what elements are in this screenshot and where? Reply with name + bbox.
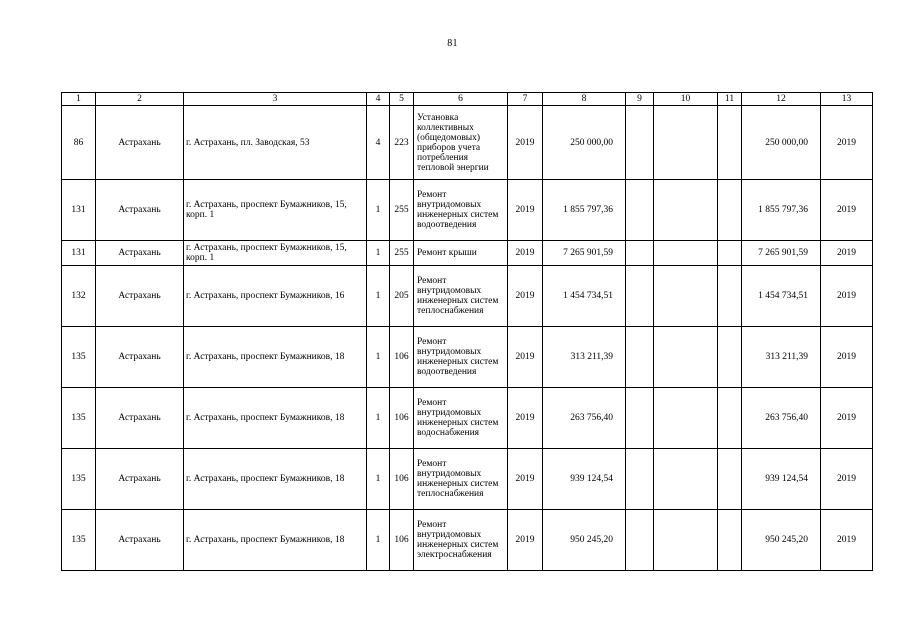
cell-year: 2019 xyxy=(508,327,543,388)
cell-col9 xyxy=(626,241,654,266)
table-row xyxy=(62,388,873,449)
cell-number: 132 xyxy=(62,266,96,327)
cell-col5: 106 xyxy=(390,327,414,388)
cell-year-end: 2019 xyxy=(821,510,873,571)
cell-amount: 1 454 734,51 xyxy=(543,266,626,327)
cell-amount: 313 211,39 xyxy=(543,327,626,388)
cell-city: Астрахань xyxy=(96,180,184,241)
cell-col9 xyxy=(626,180,654,241)
column-header: 6 xyxy=(414,93,508,106)
register-table xyxy=(61,92,873,571)
cell-address: г. Астрахань, проспект Бумажников, 15, корп. 1 xyxy=(184,241,367,266)
cell-year: 2019 xyxy=(508,449,543,510)
cell-col4: 1 xyxy=(367,449,390,510)
cell-year: 2019 xyxy=(508,510,543,571)
cell-number: 135 xyxy=(62,327,96,388)
cell-address: г. Астрахань, проспект Бумажников, 16 xyxy=(184,266,367,327)
column-header: 13 xyxy=(821,93,873,106)
cell-year-end: 2019 xyxy=(821,388,873,449)
cell-col9 xyxy=(626,266,654,327)
cell-number: 135 xyxy=(62,449,96,510)
cell-address: г. Астрахань, проспект Бумажников, 18 xyxy=(184,388,367,449)
cell-work-type: Ремонт внутридомовых инженерных систем теплоснабжения xyxy=(414,266,508,327)
cell-col4: 4 xyxy=(367,106,390,180)
cell-number: 135 xyxy=(62,388,96,449)
cell-amount: 263 756,40 xyxy=(543,388,626,449)
cell-col10 xyxy=(654,106,718,180)
cell-number: 135 xyxy=(62,510,96,571)
cell-work-type: Установка коллективных (общедомовых) приборов учета потребления тепловой энергии xyxy=(414,106,508,180)
cell-col4: 1 xyxy=(367,266,390,327)
cell-col10 xyxy=(654,388,718,449)
column-header: 10 xyxy=(654,93,718,106)
cell-amount-total: 950 245,20 xyxy=(742,510,821,571)
cell-number: 131 xyxy=(62,241,96,266)
column-header: 3 xyxy=(184,93,367,106)
cell-city: Астрахань xyxy=(96,510,184,571)
column-header: 9 xyxy=(626,93,654,106)
cell-amount: 1 855 797,36 xyxy=(543,180,626,241)
table-row xyxy=(62,180,873,241)
cell-city: Астрахань xyxy=(96,266,184,327)
cell-address: г. Астрахань, проспект Бумажников, 18 xyxy=(184,449,367,510)
cell-year-end: 2019 xyxy=(821,180,873,241)
column-header: 7 xyxy=(508,93,543,106)
cell-address: г. Астрахань, проспект Бумажников, 18 xyxy=(184,327,367,388)
cell-col5: 255 xyxy=(390,180,414,241)
column-header: 2 xyxy=(96,93,184,106)
cell-amount-total: 1 454 734,51 xyxy=(742,266,821,327)
cell-col10 xyxy=(654,510,718,571)
header-row xyxy=(62,93,873,106)
column-header: 1 xyxy=(62,93,96,106)
cell-city: Астрахань xyxy=(96,388,184,449)
column-header: 11 xyxy=(718,93,742,106)
table-row xyxy=(62,106,873,180)
table-row xyxy=(62,510,873,571)
cell-col5: 223 xyxy=(390,106,414,180)
column-header: 8 xyxy=(543,93,626,106)
cell-amount-total: 250 000,00 xyxy=(742,106,821,180)
cell-year-end: 2019 xyxy=(821,106,873,180)
cell-col11 xyxy=(718,510,742,571)
cell-col10 xyxy=(654,327,718,388)
cell-amount-total: 313 211,39 xyxy=(742,327,821,388)
cell-city: Астрахань xyxy=(96,106,184,180)
cell-amount: 7 265 901,59 xyxy=(543,241,626,266)
cell-col10 xyxy=(654,266,718,327)
cell-col9 xyxy=(626,388,654,449)
cell-address: г. Астрахань, проспект Бумажников, 18 xyxy=(184,510,367,571)
cell-col9 xyxy=(626,510,654,571)
page-number: 81 xyxy=(447,38,458,49)
cell-year-end: 2019 xyxy=(821,266,873,327)
cell-col11 xyxy=(718,241,742,266)
cell-col4: 1 xyxy=(367,510,390,571)
cell-year: 2019 xyxy=(508,266,543,327)
cell-col5: 106 xyxy=(390,510,414,571)
column-header: 12 xyxy=(742,93,821,106)
table-row xyxy=(62,449,873,510)
cell-col4: 1 xyxy=(367,180,390,241)
cell-work-type: Ремонт внутридомовых инженерных систем водоотведения xyxy=(414,180,508,241)
cell-col4: 1 xyxy=(367,327,390,388)
cell-work-type: Ремонт внутридомовых инженерных систем теплоснабжения xyxy=(414,449,508,510)
cell-col5: 106 xyxy=(390,449,414,510)
cell-city: Астрахань xyxy=(96,449,184,510)
cell-year: 2019 xyxy=(508,241,543,266)
cell-work-type: Ремонт внутридомовых инженерных систем электроснабжения xyxy=(414,510,508,571)
cell-col4: 1 xyxy=(367,388,390,449)
cell-amount-total: 263 756,40 xyxy=(742,388,821,449)
cell-col11 xyxy=(718,449,742,510)
cell-col11 xyxy=(718,106,742,180)
cell-col11 xyxy=(718,388,742,449)
cell-amount-total: 939 124,54 xyxy=(742,449,821,510)
cell-amount: 250 000,00 xyxy=(543,106,626,180)
cell-number: 131 xyxy=(62,180,96,241)
cell-city: Астрахань xyxy=(96,241,184,266)
cell-number: 86 xyxy=(62,106,96,180)
cell-col5: 106 xyxy=(390,388,414,449)
cell-year-end: 2019 xyxy=(821,241,873,266)
table-row xyxy=(62,327,873,388)
cell-city: Астрахань xyxy=(96,327,184,388)
cell-year: 2019 xyxy=(508,180,543,241)
table-row xyxy=(62,266,873,327)
cell-col9 xyxy=(626,327,654,388)
cell-col10 xyxy=(654,180,718,241)
cell-year-end: 2019 xyxy=(821,449,873,510)
cell-col5: 205 xyxy=(390,266,414,327)
cell-col4: 1 xyxy=(367,241,390,266)
cell-work-type: Ремонт внутридомовых инженерных систем водоснабжения xyxy=(414,388,508,449)
cell-col11 xyxy=(718,180,742,241)
cell-col9 xyxy=(626,449,654,510)
cell-year-end: 2019 xyxy=(821,327,873,388)
cell-col11 xyxy=(718,327,742,388)
cell-amount: 950 245,20 xyxy=(543,510,626,571)
cell-col9 xyxy=(626,106,654,180)
table-row xyxy=(62,241,873,266)
cell-year: 2019 xyxy=(508,106,543,180)
cell-amount: 939 124,54 xyxy=(543,449,626,510)
cell-col10 xyxy=(654,241,718,266)
cell-amount-total: 7 265 901,59 xyxy=(742,241,821,266)
cell-work-type: Ремонт крыши xyxy=(414,241,508,266)
cell-year: 2019 xyxy=(508,388,543,449)
cell-address: г. Астрахань, пл. Заводская, 53 xyxy=(184,106,367,180)
column-header: 5 xyxy=(390,93,414,106)
cell-col5: 255 xyxy=(390,241,414,266)
cell-amount-total: 1 855 797,36 xyxy=(742,180,821,241)
column-header: 4 xyxy=(367,93,390,106)
cell-address: г. Астрахань, проспект Бумажников, 15, корп. 1 xyxy=(184,180,367,241)
cell-col10 xyxy=(654,449,718,510)
cell-work-type: Ремонт внутридомовых инженерных систем водоотведения xyxy=(414,327,508,388)
cell-col11 xyxy=(718,266,742,327)
